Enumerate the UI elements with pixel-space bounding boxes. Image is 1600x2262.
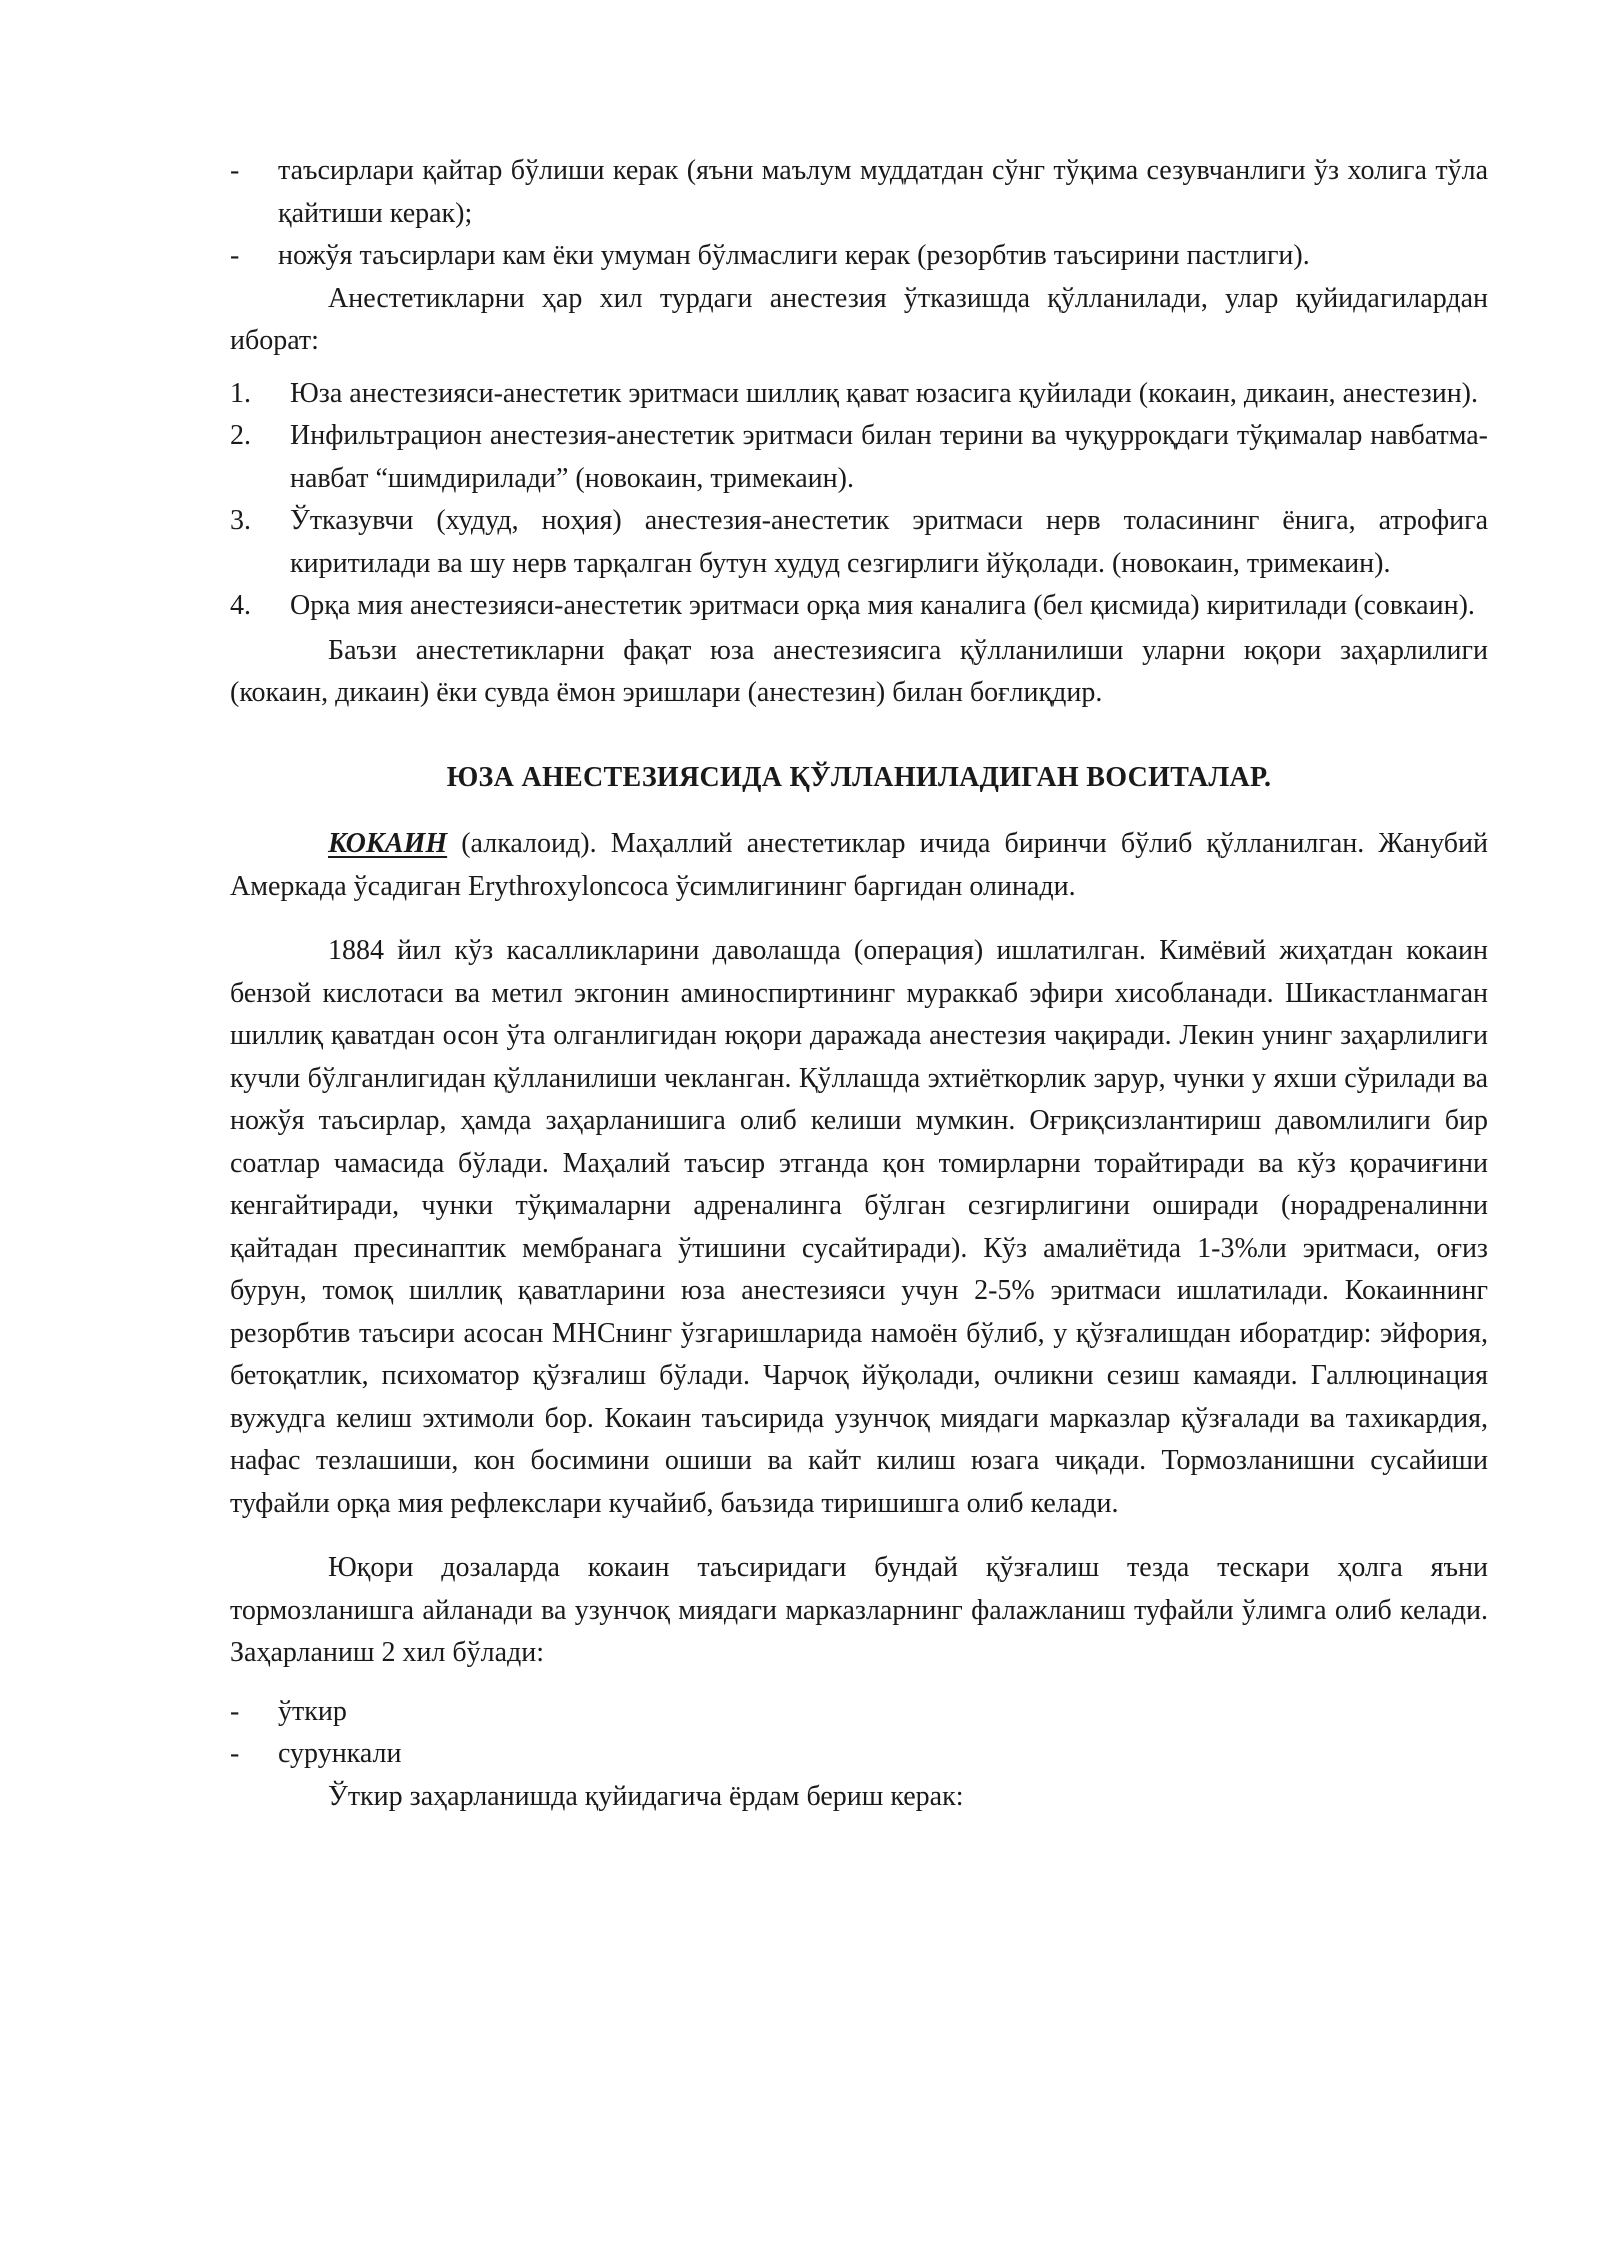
dash-list-item [230,1733,1488,1776]
dash-list-item [230,150,1488,235]
intro-dash-list [230,150,1488,278]
numbered-list-item [230,585,1488,628]
dash-item-text: сурункали [278,1738,402,1769]
dash-marker: - [230,1738,240,1769]
section-heading: ЮЗА АНЕСТЕЗИЯСИДА ҚЎЛЛАНИЛАДИГАН ВОСИТАЛАР. [446,761,1272,793]
first-aid-intro: Ўткир заҳарланишда қуйидагича ёрдам бериш керак: [328,1780,964,1812]
item-number: 4. [230,590,251,621]
types-intro-paragraph: Анестетикларни ҳар хил турдаги анестезия ўтказишда қўлланилади, улар қуйидагилардан иборат: [230,282,1488,356]
dash-marker: - [230,155,240,186]
cocaine-intro-text: (алкалоид). Маҳаллий анестетиклар ичида биринчи бўлиб қўлланилган. Жанубий Амеркада ўсадиган Erythroxyloncoca ўсимлигининг баргидан олинади. [230,828,1488,902]
dash-item-text: ножўя таъсирлари кам ёки умуман бўлмаслиги керак (резорбтив таъсирини пастлиги). [278,240,1310,271]
poisoning-kinds-list [230,1691,1488,1776]
dash-list-item [230,1691,1488,1734]
document-page [230,150,1488,1818]
cocaine-history-paragraph: 1884 йил кўз касалликларини даволашда (операция) ишлатилган. Кимёвий жиҳатдан кокаин бензой кислотаси ва метил экгонин аминоспиртининг мураккаб эфири хисобланади. Шикастланмаган шиллиқ қаватдан осон ўта олганлигидан юқори даражада анестезия чақиради. Лекин унинг заҳарлилиги кучли бўлганлигидан қўлланилиши чекланган. Қўллашда эхтиёткорлик зарур, чунки у яхши сўрилади ва ножўя таъсирлар, ҳамда заҳарланишига олиб келиши мумкин. Оғриқсизлантириш давомлилиги бир соатлар чамасида бўлади. Маҳалий таъсир этганда қон томирларни торайтиради ва кўз қорачиғини кенгайтиради, чунки тўқималарни адреналинга бўлган сезгирлигини оширади (норадреналинни қайтадан пресинаптик мембранага ўтишини сусайтиради). Кўз амалиётида 1-3%ли эритмаси, оғиз бурун, томоқ шиллиқ қаватларини юза анестезияси учун 2-5% эритмаси ишлатилади. Кокаиннинг резорбтив таъсири асосан МНСнинг ўзгаришларида намоён бўлиб, у қўзғалишдан иборатдир: эйфория, бетоқатлик, психоматор қўзғалиш бўлади. Чарчоқ йўқолади, очликни сезиш камаяди. Галлюцинация вужудга келиш эхтимоли бор. Кокаин таъсирида узунчоқ миядаги марказлар қўзғалади ва тахикардия, нафас тезлашиши, кон босимини ошиши ва кайт килиш юзага чиқади. Тормозланишни сусайиши туфайли орқа мия рефлекслари кучайиб, баъзида тиришишга олиб келади. [230,935,1488,1519]
numbered-list-item [230,415,1488,500]
cocaine-term: КОКАИН [328,828,448,859]
item-number: 1. [230,377,251,409]
item-text: Орқа мия анестезияси-анестетик эритмаси орқа мия каналига (бел қисмида) киритилади (совкаин). [290,590,1475,621]
item-number: 2. [230,420,251,451]
dash-list-item [230,235,1488,278]
dash-marker: - [230,240,240,271]
numbered-list-item [230,373,1488,416]
anesthesia-types-list [230,373,1488,628]
numbered-list-item [230,500,1488,585]
cocaine-intro-paragraph [230,823,1488,908]
dash-item-text: ўткир [278,1695,347,1727]
item-text: Инфильтрацион анестезия-анестетик эритмаси билан терини ва чуқурроқдаги тўқималар навбатма-навбат “шимдирилади” (новокаин, тримекаин). [290,420,1488,494]
dash-marker: - [230,1695,240,1727]
toxicity-note-paragraph: Баъзи анестетикларни фақат юза анестезиясига қўлланилиши уларни юқори заҳарлилиги (кокаин, дикаин) ёки сувда ёмон эришлари (анестезин) билан боғлиқдир. [230,634,1488,708]
item-text: Юза анестезияси-анестетик эритмаси шиллиқ қават юзасига қуйилади (кокаин, дикаин, анестезин). [290,377,1479,409]
item-text: Ўтказувчи (худуд, ноҳия) анестезия-анестетик эритмаси нерв толасининг ёнига, атрофига киритилади ва шу нерв тарқалган бутун худуд сезгирлиги йўқолади. (новокаин, тримекаин). [290,505,1488,579]
item-number: 3. [230,505,251,536]
dash-item-text: таъсирлари қайтар бўлиши керак (яъни маълум муддатдан сўнг тўқима сезувчанлиги ўз холига тўла қайтиши керак); [278,155,1488,229]
high-dose-paragraph: Юқори дозаларда кокаин таъсиридаги бундай қўзғалиш тезда тескари ҳолга яъни тормозланишга айланади ва узунчоқ миядаги марказларнинг фалажланиш туфайли ўлимга олиб келади. Заҳарланиш 2 хил бўлади: [230,1552,1488,1668]
